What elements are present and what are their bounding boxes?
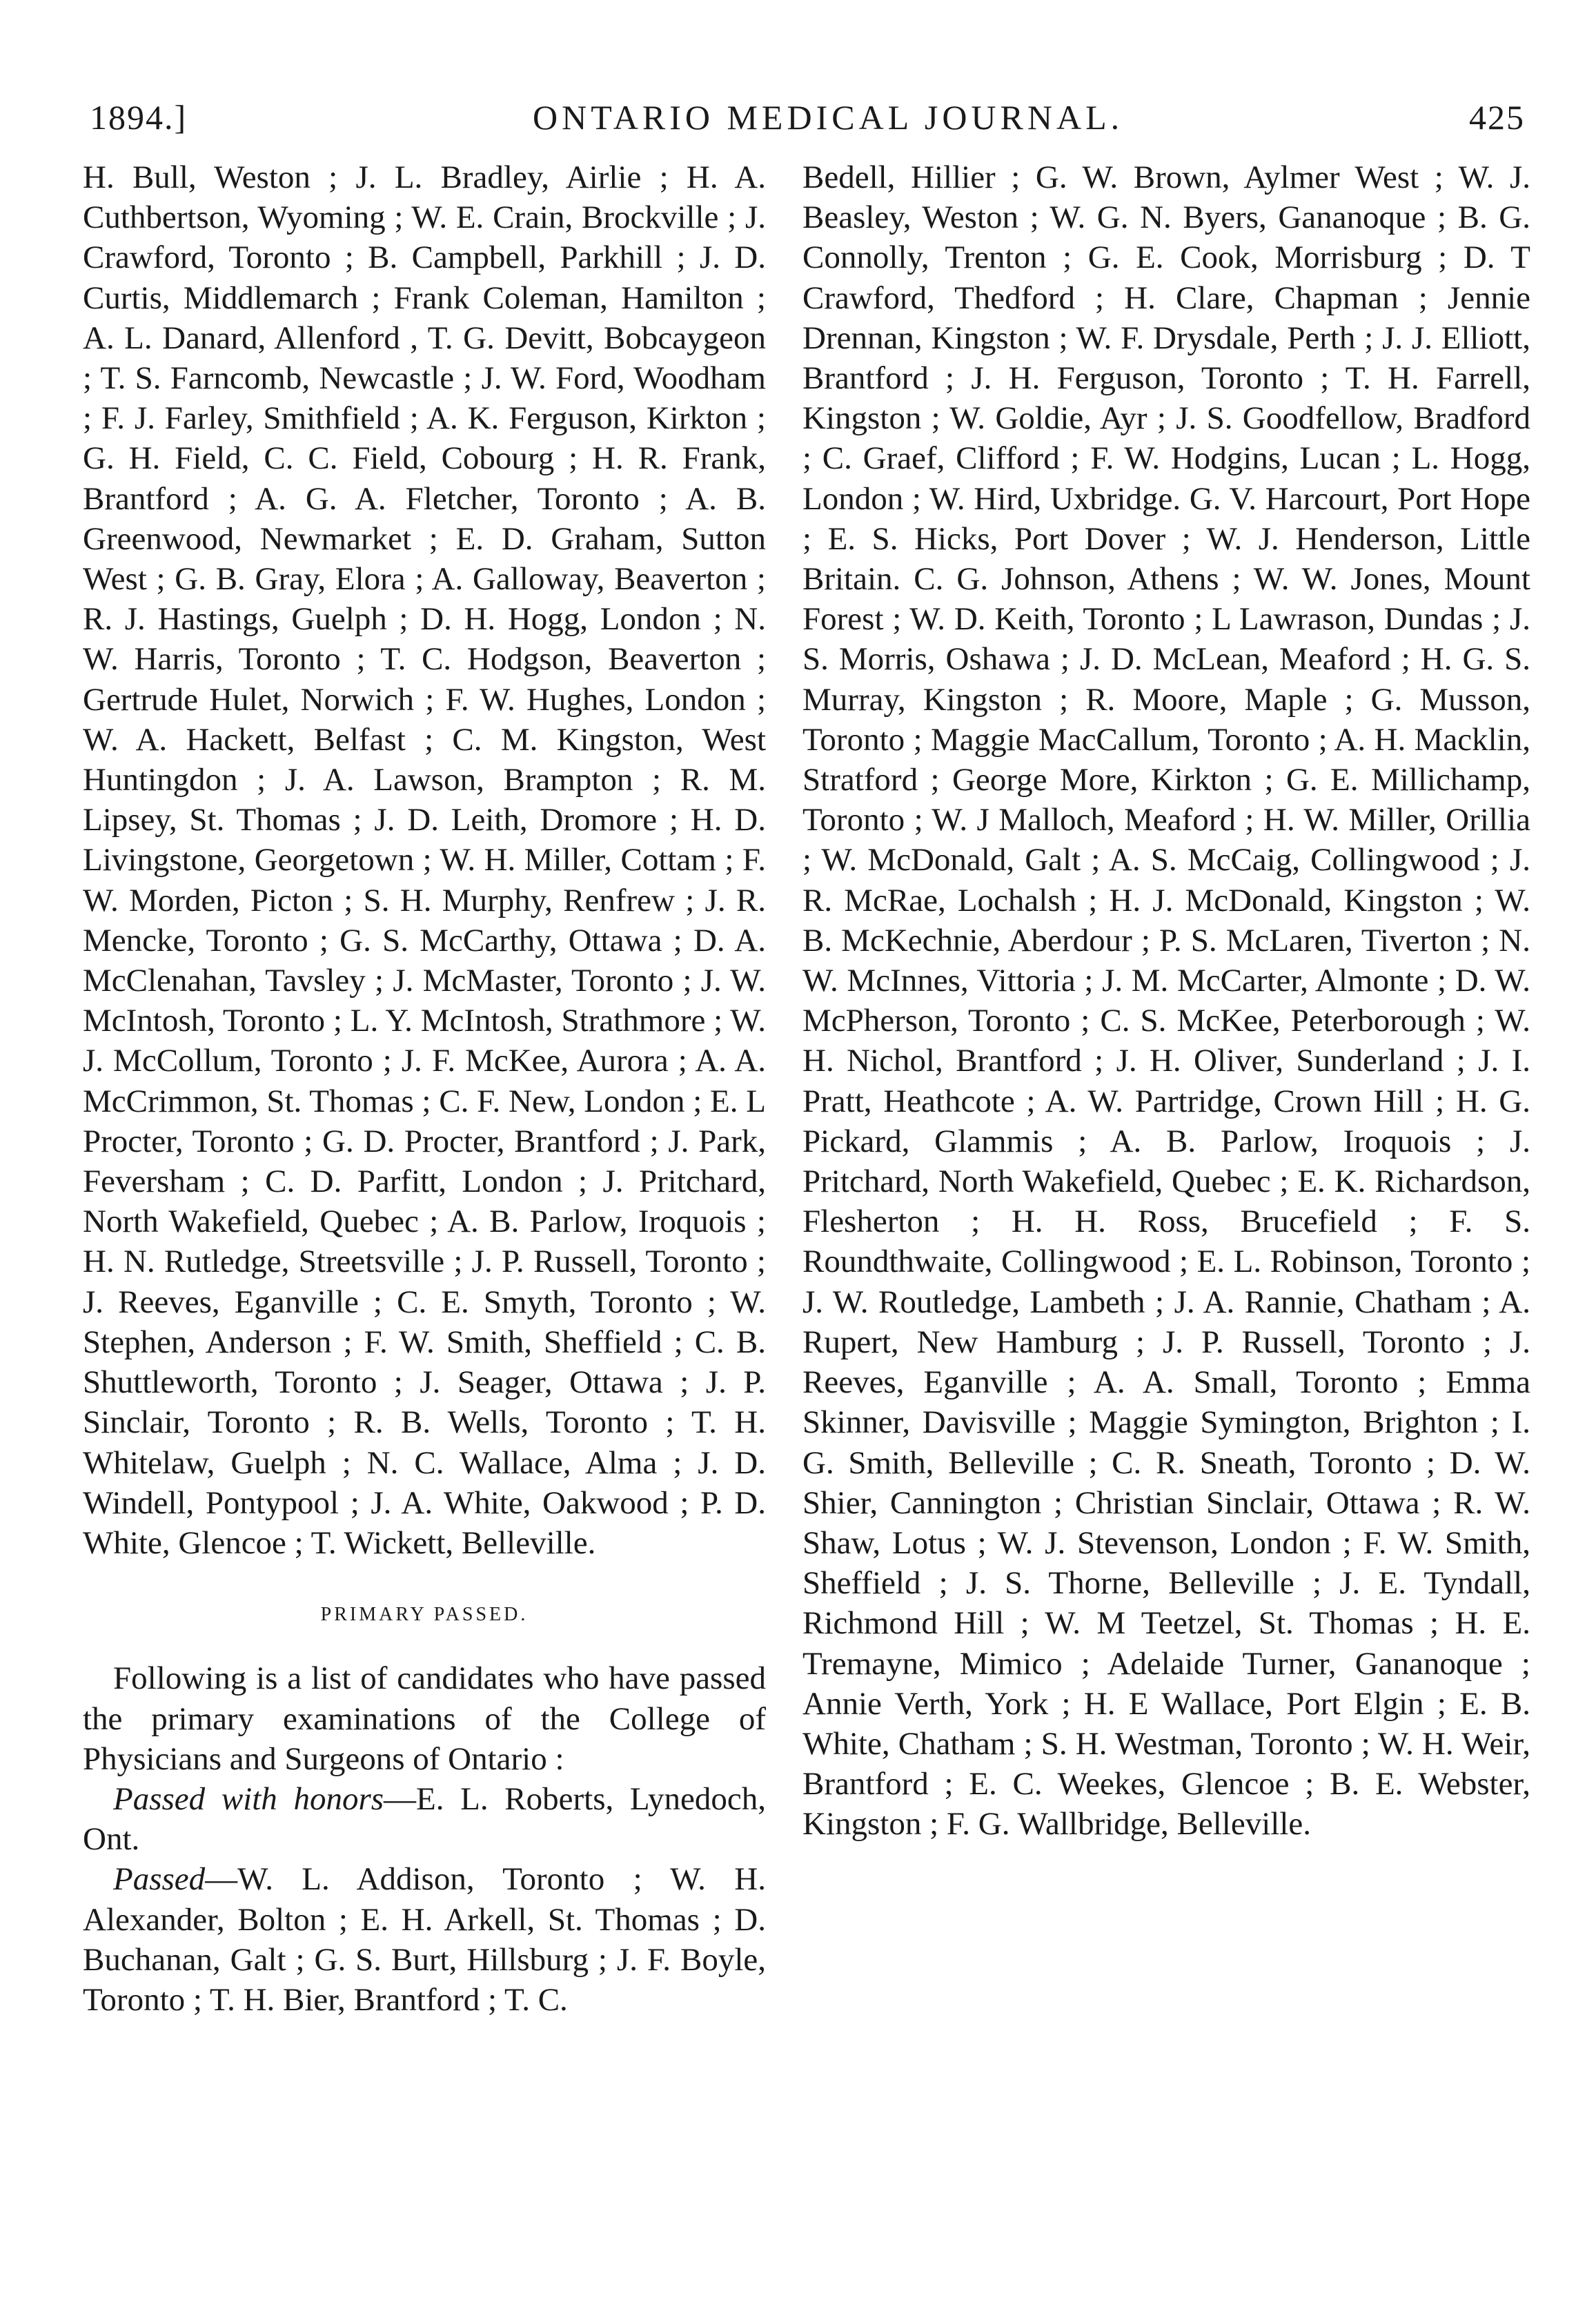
- journal-title: ONTARIO MEDICAL JOURNAL.: [532, 98, 1124, 137]
- passed-label: Passed: [113, 1861, 206, 1898]
- passed-continued-paragraph: Bedell, Hillier ; G. W. Brown, Aylmer West ; W. J. Beasley, Weston ; W. G. N. Byers, Gananoque ; B. G. Connolly, Trenton ; G. E. Cook, Morrisburg ; D. T Crawford, Thedford ; H. Clare, Chapman ; Jennie Drennan, Kingston ; W. F. Drysdale, Perth ; J. J. Elliott, Brantford ; J. H. Ferguson, Toronto ; T. H. Farrell, Kingston ; W. Goldie, Ayr ; J. S. Goodfellow, Bradford ; C. Graef, Clifford ; F. W. Hodgins, Lucan ; L. Hogg, London ; W. Hird, Uxbridge. G. V. Harcourt, Port Hope ; E. S. Hicks, Port Dover ; W. J. Henderson, Little Britain. C. G. Johnson, Athens ; W. W. Jones, Mount Forest ; W. D. Keith, Toronto ; L Lawrason, Dundas ; J. S. Morris, Oshawa ; J. D. McLean, Meaford ; H. G. S. Murray, Kingston ; R. Moore, Maple ; G. Musson, Toronto ; Maggie MacCallum, Toronto ; A. H. Macklin, Stratford ; George More, Kirkton ; G. E. Millichamp, Toronto ; W. J Malloch, Meaford ; H. W. Miller, Orillia ; W. McDonald, Galt ; A. S. McCaig, Collingwood ; J. R. McRae, Lochalsh ; H. J. McDonald, Kingston ; W. B. McKechnie, Aberdour ; P. S. McLaren, Tiverton ; N. W. McInnes, Vittoria ; J. M. McCarter, Almonte ; D. W. McPherson, Toronto ; C. S. McKee, Peterborough ; W. H. Nichol, Brantford ; J. H. Oliver, Sunderland ; J. I. Pratt, Heathcote ; A. W. Partridge, Crown Hill ; H. G. Pickard, Glammis ; A. B. Parlow, Iroquois ; J. Pritchard, North Wakefield, Quebec ; E. K. Richardson, Flesherton ; H. H. Ross, Brucefield ; F. S. Roundthwaite, Collingwood ; E. L. Robinson, Toronto ; J. W. Routledge, Lambeth ; J. A. Rannie, Chatham ; A. Rupert, New Hamburg ; J. P. Russell, Toronto ; J. Reeves, Eganville ; A. A. Small, Toronto ; Emma Skinner, Davisville ; Maggie Symington, Brighton ; I. G. Smith, Belleville ; C. R. Sneath, Toronto ; D. W. Shier, Cannington ; Christian Sinclair, Ottawa ; R. W. Shaw, Lotus ; W. J. Stevenson, London ; F. W. Smith, Sheffield ; J. S. Thorne, Belleville ; J. E. Tyndall, Richmond Hill ; W. M Teetzel, St. Thomas ; H. E. Tremayne, Mimico ; Adelaide Turner, Gananoque ; Annie Verth, York ; H. E Wallace, Port Elgin ; E. B. White, Chatham ; S. H. Westman, Toronto ; W. H. Weir, Brantford ; E. C. Weekes, Glencoe ; B. E. Webster, Kingston ; F. G. Wallbridge, Belleville.: [802, 159, 1530, 1843]
- page-number: 425: [1468, 98, 1525, 137]
- header-year: 1894.]: [90, 98, 188, 137]
- section-heading: PRIMARY PASSED.: [320, 1604, 529, 1626]
- running-header: [90, 90, 1525, 145]
- honors-paragraph: [83, 1779, 766, 1859]
- right-column: [802, 157, 1530, 1845]
- intro-paragraph: Following is a list of candidates who have passed the primary examinations of the College of Physicians and Surgeons of Ontario :: [83, 1660, 766, 1777]
- passed-paragraph: [83, 1859, 766, 2020]
- names-continued-paragraph: H. Bull, Weston ; J. L. Bradley, Airlie ; H. A. Cuthbertson, Wyoming ; W. E. Crain, Brockville ; J. Crawford, Toronto ; B. Campbell, Parkhill ; J. D. Curtis, Middlemarch ; Frank Coleman, Hamilton ; A. L. Danard, Allenford , T. G. Devitt, Bobcaygeon ; T. S. Farncomb, Newcastle ; J. W. Ford, Woodham ; F. J. Farley, Smithfield ; A. K. Ferguson, Kirkton ; G. H. Field, C. C. Field, Cobourg ; H. R. Frank, Brantford ; A. G. A. Fletcher, Toronto ; A. B. Greenwood, Newmarket ; E. D. Graham, Sutton West ; G. B. Gray, Elora ; A. Galloway, Beaverton ; R. J. Hastings, Guelph ; D. H. Hogg, London ; N. W. Harris, Toronto ; T. C. Hodgson, Beaverton ; Gertrude Hulet, Norwich ; F. W. Hughes, London ; W. A. Hackett, Belfast ; C. M. Kingston, West Huntingdon ; J. A. Lawson, Brampton ; R. M. Lipsey, St. Thomas ; J. D. Leith, Dromore ; H. D. Livingstone, Georgetown ; W. H. Miller, Cottam ; F. W. Morden, Picton ; S. H. Murphy, Renfrew ; J. R. Mencke, Toronto ; G. S. McCarthy, Ottawa ; D. A. McClenahan, Tavsley ; J. McMaster, Toronto ; J. W. McIntosh, Toronto ; L. Y. McIntosh, Strathmore ; W. J. McCollum, Toronto ; J. F. McKee, Aurora ; A. A. McCrimmon, St. Thomas ; C. F. New, London ; E. L Procter, Toronto ; G. D. Procter, Brantford ; J. Park, Feversham ; C. D. Parfitt, London ; J. Pritchard, North Wakefield, Quebec ; A. B. Parlow, Iroquois ; H. N. Rutledge, Streetsville ; J. P. Russell, Toronto ; J. Reeves, Eganville ; C. E. Smyth, Toronto ; W. Stephen, Anderson ; F. W. Smith, Sheffield ; C. B. Shuttleworth, Toronto ; J. Seager, Ottawa ; J. P. Sinclair, Toronto ; R. B. Wells, Toronto ; T. H. Whitelaw, Guelph ; N. C. Wallace, Alma ; J. D. Windell, Pontypool ; J. A. White, Oakwood ; P. D. White, Glencoe ; T. Wickett, Belleville.: [83, 159, 766, 1561]
- passed-text: —W. L. Addison, Toronto ; W. H. Alexander, Bolton ; E. H. Arkell, St. Thomas ; D. Buchanan, Galt ; G. S. Burt, Hillsburg ; J. F. Boyle, Toronto ; T. H. Bier, Brantford ; T. C.: [83, 1861, 766, 2018]
- honors-text: —E. L. Roberts, Lynedoch, Ont.: [83, 1780, 766, 1858]
- left-column: [83, 157, 766, 2020]
- honors-label: Passed with honors: [113, 1780, 384, 1817]
